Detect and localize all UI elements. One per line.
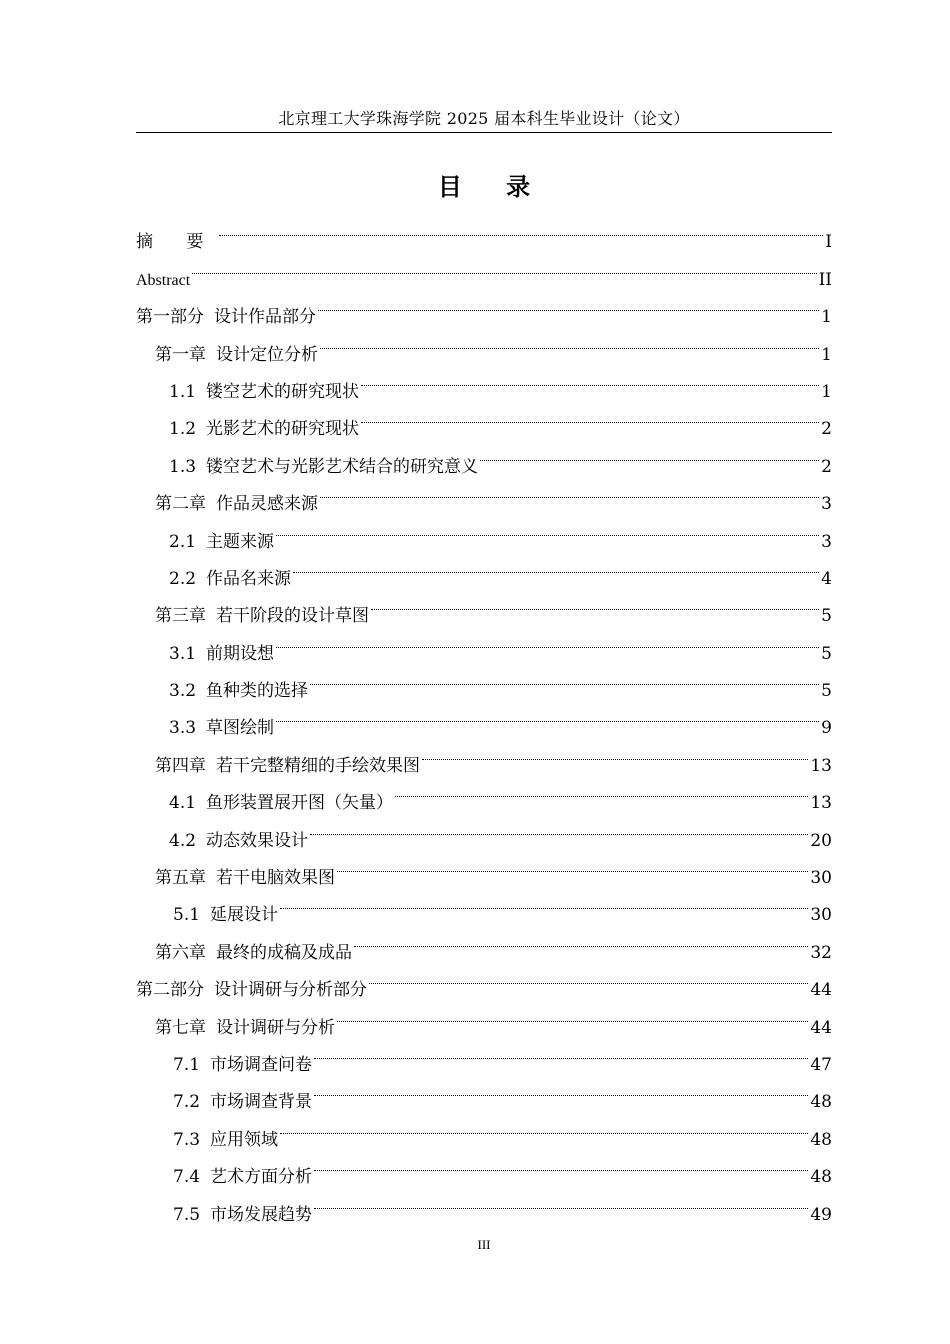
toc-entry-number: 第五章	[155, 868, 206, 889]
toc-entry-page: 13	[810, 793, 832, 814]
toc-entry-number: 第二部分	[136, 980, 204, 1001]
toc-entry-label: 镂空艺术与光影艺术结合的研究意义	[206, 456, 479, 477]
toc-entry-page: 5	[821, 681, 832, 702]
toc-entry-number: 3.1	[169, 643, 197, 664]
toc-entry-label: 市场调查背景	[210, 1092, 313, 1113]
toc-entry-page: 1	[821, 307, 832, 328]
toc-entry-label: 主题来源	[206, 531, 275, 552]
toc-entry-label: 若干阶段的设计草图	[216, 606, 369, 627]
dot-leader	[314, 1033, 808, 1070]
toc-entry-page: 49	[810, 1204, 832, 1225]
page-number: III	[477, 1237, 491, 1252]
dot-leader	[480, 434, 819, 471]
toc-entry-number: 1.2	[169, 419, 197, 440]
toc-entry-page: 48	[810, 1167, 832, 1188]
toc-entry-label: 前期设想	[206, 643, 275, 664]
toc-entry-label: 光影艺术的研究现状	[206, 419, 360, 440]
toc-entry-number: 4.1	[169, 793, 197, 814]
toc-entry-label: 作品名来源	[206, 568, 292, 589]
toc-entry-number: 4.2	[169, 830, 197, 851]
toc-entry-label: 设计调研与分析	[216, 1017, 335, 1038]
dot-leader	[219, 210, 823, 247]
toc-entry-part[interactable]	[136, 285, 832, 328]
toc-entry-page: 30	[810, 905, 832, 926]
dot-leader	[318, 285, 819, 322]
toc-entry-page: 5	[821, 606, 832, 627]
toc-entry-abstract-en[interactable]	[136, 247, 832, 290]
toc-entry-number: 3.2	[169, 681, 197, 702]
dot-leader	[293, 547, 819, 584]
toc-entry-number: 7.2	[173, 1092, 201, 1113]
toc-entry-number: 7.4	[173, 1167, 201, 1188]
toc-entry-number: 第二章	[155, 494, 206, 515]
toc-entry-number: 第七章	[155, 1017, 206, 1038]
dot-leader	[361, 360, 819, 397]
dot-leader	[422, 733, 808, 770]
toc-entry-label: 鱼种类的选择	[206, 681, 309, 702]
toc-entry-number: 第四章	[155, 755, 206, 776]
dot-leader	[276, 696, 819, 733]
toc-entry-label: 镂空艺术的研究现状	[206, 381, 360, 402]
toc-entry-number: 7.5	[173, 1204, 201, 1225]
toc-entry-label: 设计调研与分析部分	[214, 980, 367, 1001]
page-header: 北京理工大学珠海学院 2025 届本科生毕业设计（论文）	[136, 106, 832, 133]
toc-entry-label: Abstract	[136, 271, 191, 289]
toc-entry-page: 48	[810, 1092, 832, 1113]
toc-entry-page: 4	[821, 568, 832, 589]
toc-entry-number: 3.3	[169, 718, 197, 739]
toc-entry-page: 3	[821, 531, 832, 552]
dot-leader	[276, 509, 819, 546]
table-of-contents	[136, 210, 832, 1225]
dot-leader	[395, 771, 808, 808]
toc-entry-number: 7.1	[173, 1054, 201, 1075]
dot-leader	[280, 1107, 808, 1144]
toc-entry-label: 设计作品部分	[214, 307, 316, 328]
dot-leader	[276, 621, 819, 658]
dot-leader	[354, 920, 808, 957]
dot-leader	[280, 883, 808, 920]
toc-entry-label: 若干完整精细的手绘效果图	[216, 755, 420, 776]
toc-entry-page: 32	[810, 942, 832, 963]
toc-entry-page: II	[818, 269, 832, 290]
toc-entry-label: 草图绘制	[206, 718, 275, 739]
toc-title: 目 录	[437, 173, 549, 201]
toc-entry-page: 13	[810, 755, 832, 776]
toc-entry-number: 1.3	[169, 456, 197, 477]
toc-entry-page: I	[825, 232, 832, 253]
toc-entry-number: 2.1	[169, 531, 197, 552]
toc-entry-label: 若干电脑效果图	[216, 868, 335, 889]
toc-entry-label: 市场发展趋势	[210, 1204, 313, 1225]
dot-leader	[314, 1145, 808, 1182]
dot-leader	[371, 584, 819, 621]
toc-entry-number: 5.1	[173, 905, 201, 926]
toc-entry-label: 动态效果设计	[206, 830, 309, 851]
dot-leader	[310, 808, 808, 845]
toc-entry-page: 1	[821, 344, 832, 365]
toc-entry-label: 最终的成稿及成品	[216, 942, 352, 963]
dot-leader	[369, 958, 808, 995]
toc-entry-label: 设计定位分析	[216, 344, 318, 365]
toc-entry-page: 20	[810, 830, 832, 851]
toc-entry-number: 第六章	[155, 942, 206, 963]
toc-entry-number: 7.3	[173, 1129, 201, 1150]
toc-entry-label: 摘 要	[136, 232, 218, 253]
toc-entry-number: 第一章	[155, 344, 206, 365]
toc-entry-page: 2	[821, 456, 832, 477]
toc-entry-page: 9	[821, 718, 832, 739]
toc-entry-label: 延展设计	[210, 905, 279, 926]
dot-leader	[320, 322, 819, 359]
toc-entry-page: 30	[810, 868, 832, 889]
dot-leader	[337, 995, 808, 1032]
toc-entry-number: 第一部分	[136, 307, 204, 328]
dot-leader	[314, 1070, 808, 1107]
toc-entry-label: 艺术方面分析	[210, 1167, 313, 1188]
dot-leader	[192, 247, 816, 284]
dot-leader	[361, 397, 819, 434]
toc-entry-label: 鱼形装置展开图（矢量）	[206, 793, 394, 814]
toc-entry-page: 5	[821, 643, 832, 664]
toc-entry-page: 47	[810, 1054, 832, 1075]
toc-entry-abstract-cn[interactable]	[136, 210, 832, 253]
toc-entry-label: 作品灵感来源	[216, 494, 318, 515]
dot-leader	[320, 472, 819, 509]
toc-entry-page: 48	[810, 1129, 832, 1150]
toc-entry-page: 2	[821, 419, 832, 440]
toc-entry-page: 3	[821, 494, 832, 515]
toc-entry-label: 市场调查问卷	[210, 1054, 313, 1075]
toc-entry-page: 1	[821, 381, 832, 402]
dot-leader	[337, 846, 808, 883]
toc-entry-number: 2.2	[169, 568, 197, 589]
toc-entry-page: 44	[810, 980, 832, 1001]
toc-entry-label: 应用领域	[210, 1129, 279, 1150]
toc-entry-number: 1.1	[169, 381, 197, 402]
toc-entry-number: 第三章	[155, 606, 206, 627]
dot-leader	[314, 1182, 808, 1219]
toc-entry-page: 44	[810, 1017, 832, 1038]
dot-leader	[310, 659, 819, 696]
